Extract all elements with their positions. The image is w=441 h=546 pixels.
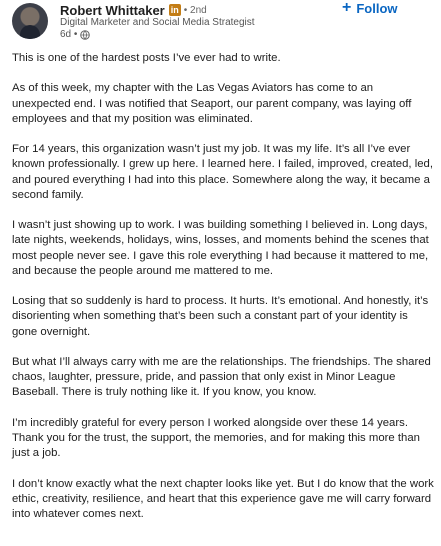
author-name[interactable]: Robert Whittaker [60, 2, 165, 18]
avatar[interactable] [12, 3, 48, 39]
follow-label: Follow [356, 0, 398, 16]
post-meta [60, 29, 90, 40]
post-paragraph: But what I’ll always carry with me are the relationships. The friendships. The shared chaos, laughter, pressure, pride, and passion that only exist in Minor League Baseball. There is truly nothing like it. If you know, you know. [12, 355, 431, 399]
post-paragraph: I’m incredibly grateful for every person I worked alongside over these 14 years. Thank you for the trust, the support, the memories, and for making this more than just a job. [12, 416, 420, 460]
post-paragraph: I wasn’t just showing up to work. I was building something I believed in. Long days, late nights, weekends, holidays, wins, losses, and moments behind the scenes that most people never see. I gave this role everything I had because it mattered to me, and because the people around me mattered to me. [12, 219, 429, 277]
post-body [12, 51, 434, 537]
post-paragraph: For 14 years, this organization wasn’t just my job. It was my life. It’s all I’ve ever known professionally. I grew up here. I learned here. I failed, improved, created, led, and poured everything I had into this place. Somewhere along the way, it became a second family. [12, 143, 433, 201]
connection-degree: • 2nd [183, 4, 207, 16]
post-paragraph: I don’t know exactly what the next chapter looks like yet. But I do know that the work ethic, creativity, resilience, and heart that this experience gave me will carry forward into whatever comes next. [12, 477, 434, 520]
post-paragraph: As of this week, my chapter with the Las Vegas Aviators has come to an unexpected end. I was notified that Seaport, our parent company, was laying off employees and that my position was eliminated. [12, 82, 412, 125]
author-headline: Digital Marketer and Social Media Strategist [60, 17, 255, 28]
globe-icon [80, 30, 90, 40]
post-paragraph: This is one of the hardest posts I’ve ever had to write. [12, 52, 281, 64]
author-name-row [60, 2, 207, 18]
plus-icon: + [342, 0, 352, 16]
post-paragraph: Losing that so suddenly is hard to process. It hurts. It’s emotional. And honestly, it’s disorienting when something that’s been such a constant part of your identity is gone overnight. [12, 295, 429, 338]
follow-button[interactable] [342, 0, 398, 16]
post-time: 6d • [60, 29, 78, 40]
linkedin-badge-icon: in [170, 5, 179, 15]
post-header [0, 0, 441, 44]
